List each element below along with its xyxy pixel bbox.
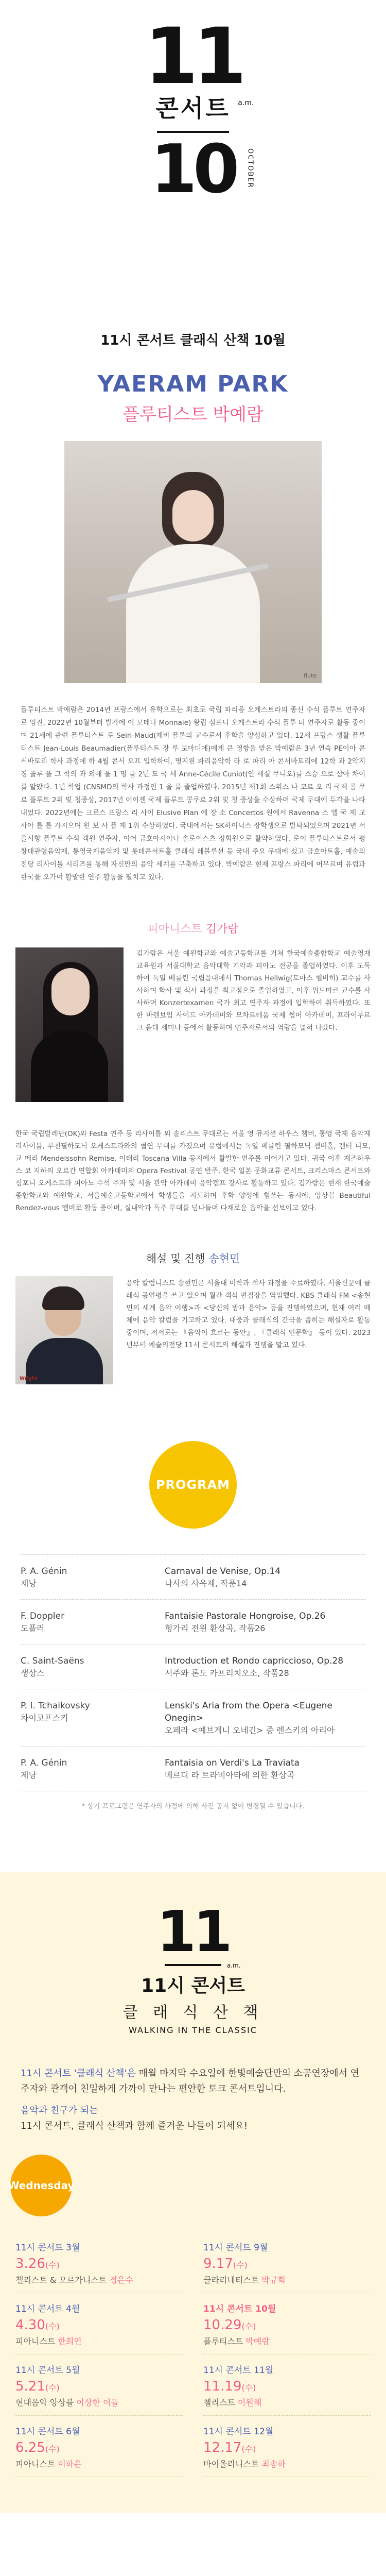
work-en: Lenski's Aria from the Opera <Eugene Onegin>: [165, 1701, 332, 1723]
schedule-artist: [15, 2458, 183, 2469]
schedule: [8, 2155, 371, 2477]
artist-name: 정은수: [109, 2275, 133, 2285]
pianist-bio-b: 한국 국립발레단(OK)와 Festa 연주 등 리사이틀 외 솔리스트 무대로는 서울 영 뮤지션 하우스 챔버, 통영 국제 음악제 리사이틀, 부천필하모닉 오케스트라와의 협연 무대를 가졌으며 유럽에서는 독일 베를린 필하모닉 챔버홀, 켄터 니모, 교 메리 Mendelssohn Remise, 이태리 Toscana Villa 등지에서 활발한 연주를 이어가고 있다. 귀국 이후 재즈하우스 코 지하의 오르간 연합회 아카데미의 Opera Festival 공연 반주, 한국 일본 문화교류 콘서트, 크리스마스 콘서트와 심포니 오케스트라 피아노 수석 주자 및 서울 관악 아카데미 음악캠프 강사로 활동하고 있다. 김가람은 현재 한국예술종합학교와 예원학교, 서울예술고등학교에서 학생들을 지도하며 후학 양성에 힘쓰는 동시에, 앙상블 Beautiful Rendez-vous 멤버로 활동 중이며, 실내악과 독주 무대를 넘나들며 다채로운 음악을 선보이고 있다.: [15, 1130, 371, 1212]
series-desc-1: [21, 2066, 365, 2097]
composer-en: P. I. Tchaikovsky: [21, 1701, 90, 1711]
program-composer: [21, 1700, 165, 1737]
schedule-artist: [203, 2274, 371, 2285]
program-row: [21, 1600, 365, 1645]
performer-role: 플루티스트: [122, 404, 207, 425]
schedule-date: [15, 2379, 183, 2394]
photo-label: flute: [304, 672, 317, 679]
logo-month: 10: [150, 130, 236, 208]
series-desc-1a: 11시 콘서트 '클래식 산책'은: [21, 2068, 136, 2079]
work-ko: 서주와 론도 카프리치오소, 작품28: [165, 1668, 289, 1678]
series-section: [0, 1872, 386, 2513]
work-ko: 오페라 <예브게니 오네긴> 중 렌스키의 아리아: [165, 1725, 335, 1735]
logo-am: a.m.: [238, 99, 254, 107]
composer-en: P. A. Génin: [21, 1758, 67, 1768]
schedule-month: 11시 콘서트 3월: [15, 2243, 80, 2253]
date-dow: (수): [45, 2383, 60, 2393]
work-en: Introduction et Rondo capriccioso, Op.28: [165, 1656, 344, 1666]
artist-name: 박규희: [261, 2275, 286, 2285]
artist-role: 클라리네티스트: [203, 2275, 259, 2285]
logo-month-group: [150, 130, 254, 208]
composer-ko: 제낭: [21, 1579, 37, 1588]
work-ko: 헝가리 전원 환상곡, 작품26: [165, 1623, 266, 1633]
artist-name: 최송하: [261, 2459, 286, 2469]
series-logo-number-text: 11: [156, 1899, 230, 1964]
date-text: 11.19: [203, 2379, 242, 2394]
series-desc-2b: 11시 콘서트, 클래식 산책과 함께 즐거운 나들이 되세요!: [21, 2121, 248, 2131]
date-text: 6.25: [15, 2440, 45, 2455]
program-work: [165, 1700, 365, 1737]
schedule-artist: [15, 2274, 183, 2285]
host-photo-suit: [26, 1338, 103, 1384]
schedule-month: 11시 콘서트 10월: [203, 2304, 276, 2314]
composer-ko: 제낭: [21, 1770, 37, 1780]
series-desc-2: [21, 2103, 365, 2134]
series-desc-1b: 매월 마지막 수요일에 한빛예술단만의 소공연장에서 연주자와 관객이 친밀하게 가까이 만나는 편안한 토크 콘서트입니다.: [21, 2068, 360, 2094]
date-dow: (수): [45, 2321, 60, 2331]
program-composer: [21, 1757, 165, 1782]
artist-role: 바이올리니스트: [203, 2459, 259, 2469]
artist-role: 현대음악 앙상블: [15, 2398, 74, 2408]
schedule-month: 11시 콘서트 6월: [15, 2427, 80, 2437]
program-work: [165, 1610, 365, 1635]
composer-en: C. Saint-Saëns: [21, 1656, 84, 1666]
artist-role: 피아니스트: [15, 2459, 56, 2469]
host-section: [15, 1250, 371, 1379]
host-photo-hair: [42, 1286, 84, 1310]
artist-name: 박예람: [245, 2336, 270, 2346]
artist-name: 이상한 이들: [76, 2398, 119, 2408]
series-description: [21, 2066, 365, 2134]
series-logo-concert: 11시 콘서트: [141, 1975, 245, 1996]
composer-ko: 생상스: [21, 1668, 45, 1678]
series-logo-number: [156, 1899, 241, 1969]
pianist-photo-dress: [31, 1030, 108, 1102]
logo-concert-text: 콘서트: [155, 94, 231, 122]
hero-section: [0, 0, 386, 361]
date-dow: (수): [233, 2260, 248, 2270]
schedule-month: 11시 콘서트 11월: [203, 2365, 274, 2376]
schedule-item: [15, 2293, 183, 2354]
photo-dress: [126, 544, 260, 683]
program-composer: [21, 1565, 165, 1590]
pianist-photo-face: [51, 968, 90, 1015]
host-bio: 음악 칼럼니스트 송현민은 서울대 미학과 석사 과정을 수료하였다. 서울신문에 클래식 공연평을 쓰고 있으며 월간 객석 편집장을 역임했다. KBS 클래식 FM <송현민의 세계 음악 여행>과 <당신의 밤과 음악> 등을 진행하였으며, 현재 여러 매체에 음악 칼럼을 기고하고 있다. 대중과 클래식의 간극을 좁히는 해설자로 활동 중이며, 저서로는 『음악이 흐르는 동안』, 『클래식 인문학』 등이 있다. 2023년부터 예술의전당 11시 콘서트의 해설과 진행을 맡고 있다.: [126, 1279, 371, 1349]
artist-role: 피아니스트: [15, 2336, 56, 2346]
schedule-date: [203, 2317, 371, 2333]
artist-name: 한희연: [58, 2336, 82, 2346]
schedule-artist: [15, 2335, 183, 2347]
series-desc-2a: 음악과 친구가 되는: [21, 2105, 98, 2116]
performer-section: [0, 371, 386, 884]
program-composer: [21, 1655, 165, 1680]
program-note: * 상기 프로그램은 연주자의 사정에 의해 사전 공지 없이 변경될 수 있습니다.: [81, 1803, 305, 1810]
schedule-date: [15, 2440, 183, 2455]
program-row: [21, 1554, 365, 1600]
composer-en: F. Doppler: [21, 1611, 65, 1621]
schedule-item: [203, 2232, 371, 2293]
program-row: [21, 1645, 365, 1689]
schedule-item: [15, 2232, 183, 2293]
series-logo-walking: WALKING IN THE CLASSIC: [129, 2025, 257, 2035]
composer-ko: 차이코프스키: [21, 1713, 68, 1723]
pianist-role: 피아니스트: [147, 923, 202, 936]
program-list: [21, 1554, 365, 1791]
pianist-name: 김가람: [205, 923, 239, 936]
host-name: 송현민: [208, 1252, 240, 1265]
date-text: 3.26: [15, 2256, 45, 2272]
schedule-date: [15, 2317, 183, 2333]
pianist-photo: [15, 947, 124, 1102]
performer-name-en: YAERAM PARK: [97, 371, 289, 397]
performer-photo: [64, 441, 322, 683]
logo-number: [144, 12, 254, 107]
performer-name: 박예람: [213, 404, 264, 425]
series-logo-classic: 클 래 식 산 책: [122, 2004, 264, 2022]
schedule-item: [203, 2354, 371, 2416]
performer-bio: 플루티스트 박예람은 2014년 프랑스에서 유학으로는 최초로 국립 파리음 오케스트라의 종신 수석 플루트 연주자로 임진, 2022년 10월부터 발가에 이 모데나 Monnaie) 왕립 심포니 오케스트라 수석 플루 티 연주자로 활동 중이며 21세에 관련 플루티스트 로 Seiri-Maud(제비 플론의 교수로서 후학을 양성하고 있다. 12세 프랑스 생활 플루티스트 Jean-Louis Beaumadier(플루티스트 장 루 보마디에)에게 큰 영향을 받은 박예람은 3년 연속 PE이아 콘서바토리 학사 과정에 하 4월 콘서 오프 입학하여, 명지원 파리음악학 라 로 파리 아 콘서바토리에 12학 과 2악지경 플루 플 그 학의 과 외에 을 1 명 를 2년 도 국 세 Anne-Cécile Cuniot(안 세실 쿠니오)를 스승 으로 삼아 차이를 알았다. 1년 학업 (CNSMD의 학사 과정인 1 을 를 졸업하였다. 2015년 제1회 스위스 나 코르 오 리 국제 콩 쿠르 플루트 2위 및 청중상, 2017년 어이젠 국제 플루트 콩쿠르 2위 및 청 중상을 수상하며 국제 무대에 두각을 나타내었다. 2022년에는 크로스 프랑스 리 사이 Elusive Plan 에 장 소 Concertos 원에서 Ravenna 스 엘 국 제 교사아 를 를 가지으며 원 보 사 플 제 1위 수상하였다. 국내에서는 SK하이닉스 장학생으로 발탁되었으며 2021년 서울시향 플루트 수석 객원 연주자, 이어 금호아시아나 솔로이스츠 정회원으로 활약하였다. 로이 플루티스트로서 평창대관령음악제, 통영국제음악제 및 롯데콘서트홀 클래식 레볼루션 등 국내 주요 무대에 섰고 금호아트홀, 예술의전당 리사이틀 시리즈를 통해 자신만의 음악 세계를 구축하고 있다. 박예람은 현재 프랑스 파리에 머무르며 유럽과 한국을 오가며 활발한 연주 활동을 펼치고 있다.: [21, 706, 365, 882]
program-badge: PROGRAM: [149, 1441, 237, 1529]
date-dow: (수): [241, 2321, 256, 2331]
program-work: [165, 1655, 365, 1680]
schedule-date: [203, 2440, 371, 2455]
concert-logo: [0, 12, 386, 208]
program-work: [165, 1565, 365, 1590]
artist-name: 이하은: [58, 2459, 82, 2469]
logo-month-en: OCTOBER: [246, 148, 254, 189]
schedule-item: [15, 2416, 183, 2477]
page-title: 11시 콘서트 클래식 산책 10월: [100, 333, 286, 348]
work-ko: 나사의 사육제, 작품14: [165, 1579, 247, 1588]
artist-name: 이원해: [237, 2398, 262, 2408]
date-dow: (수): [45, 2444, 60, 2454]
date-dow: (수): [241, 2383, 256, 2393]
work-ko: 베르디 라 트라비아타에 의한 환상곡: [165, 1770, 295, 1780]
host-role: 해설 및 진행: [146, 1252, 205, 1265]
artist-role: 첼리스트: [203, 2398, 235, 2408]
artist-role: 플루티스트: [203, 2336, 243, 2346]
schedule-month: 11시 콘서트 12월: [203, 2427, 274, 2437]
date-text: 4.30: [15, 2317, 45, 2333]
work-en: Fantaisia on Verdi's La Traviata: [165, 1758, 300, 1768]
schedule-item-current: [203, 2293, 371, 2354]
logo-number-text: 11: [144, 12, 242, 101]
schedule-artist: [203, 2335, 371, 2347]
host-photo: [15, 1276, 113, 1384]
program-composer: [21, 1610, 165, 1635]
program-section: [0, 1441, 386, 1810]
schedule-item: [203, 2416, 371, 2477]
date-text: 10.29: [203, 2317, 242, 2333]
artist-role: 첼리스트 & 오르가니스트: [15, 2275, 107, 2285]
date-dow: (수): [45, 2260, 60, 2270]
schedule-artist: [15, 2396, 183, 2408]
schedule-artist: [203, 2396, 371, 2408]
schedule-item: [15, 2354, 183, 2416]
schedule-date: [203, 2256, 371, 2272]
program-row: [21, 1747, 365, 1791]
schedule-month: 11시 콘서트 9월: [203, 2243, 268, 2253]
weekday-badge: Wednesday: [10, 2155, 72, 2216]
date-text: 5.21: [15, 2379, 45, 2394]
date-dow: (수): [241, 2444, 256, 2454]
host-title: [15, 1250, 371, 1266]
schedule-month: 11시 콘서트 4월: [15, 2304, 80, 2314]
host-photo-tag: Wright: [20, 1376, 38, 1381]
date-text: 9.17: [203, 2256, 233, 2272]
composer-ko: 도플러: [21, 1623, 45, 1633]
work-en: Fantaisie Pastorale Hongroise, Op.26: [165, 1611, 326, 1621]
series-logo-am: a.m.: [226, 1962, 241, 1969]
pianist-section: [0, 920, 386, 1214]
schedule-month: 11시 콘서트 5월: [15, 2365, 80, 2376]
program-row: [21, 1689, 365, 1747]
schedule-grid: [15, 2232, 371, 2477]
schedule-date: [203, 2379, 371, 2394]
program-work: [165, 1757, 365, 1782]
pianist-content: [15, 947, 371, 1123]
work-en: Carnaval de Venise, Op.14: [165, 1566, 281, 1577]
date-text: 12.17: [203, 2440, 242, 2455]
composer-en: P. A. Génin: [21, 1566, 67, 1577]
pianist-title: [0, 920, 386, 936]
schedule-artist: [203, 2458, 371, 2469]
photo-face: [172, 490, 214, 541]
pianist-bio-a: 김가람은 서울 예원학교와 예술고등학교를 거쳐 한국예술종합학교 예술영재교육원과 서울대학교 음악대학 기악과 피아노 전공을 졸업하였다. 이후 도독하여 독일 베를린 국립음대에서 Thomas Hellwig(토마스 헬비히) 교수를 사사하며 학사 및 석사 과정을 최고점으로 졸업하였고, 이후 위드마르 교수를 사사하며 Konzertexamen 국가 최고 연주자 과정에 입학하여 취득하였다. 또한 바렌보임 사이드 아카데미와 모차르테움 국제 썸머 아카데미, 프라이부르크 음대 세미나 등에서 활동하며 연주자로서의 역량을 넓혀 나갔다.: [136, 950, 371, 1032]
schedule-date: [15, 2256, 183, 2272]
performer-name-ko: [0, 400, 386, 426]
series-logo: [0, 1899, 386, 2035]
